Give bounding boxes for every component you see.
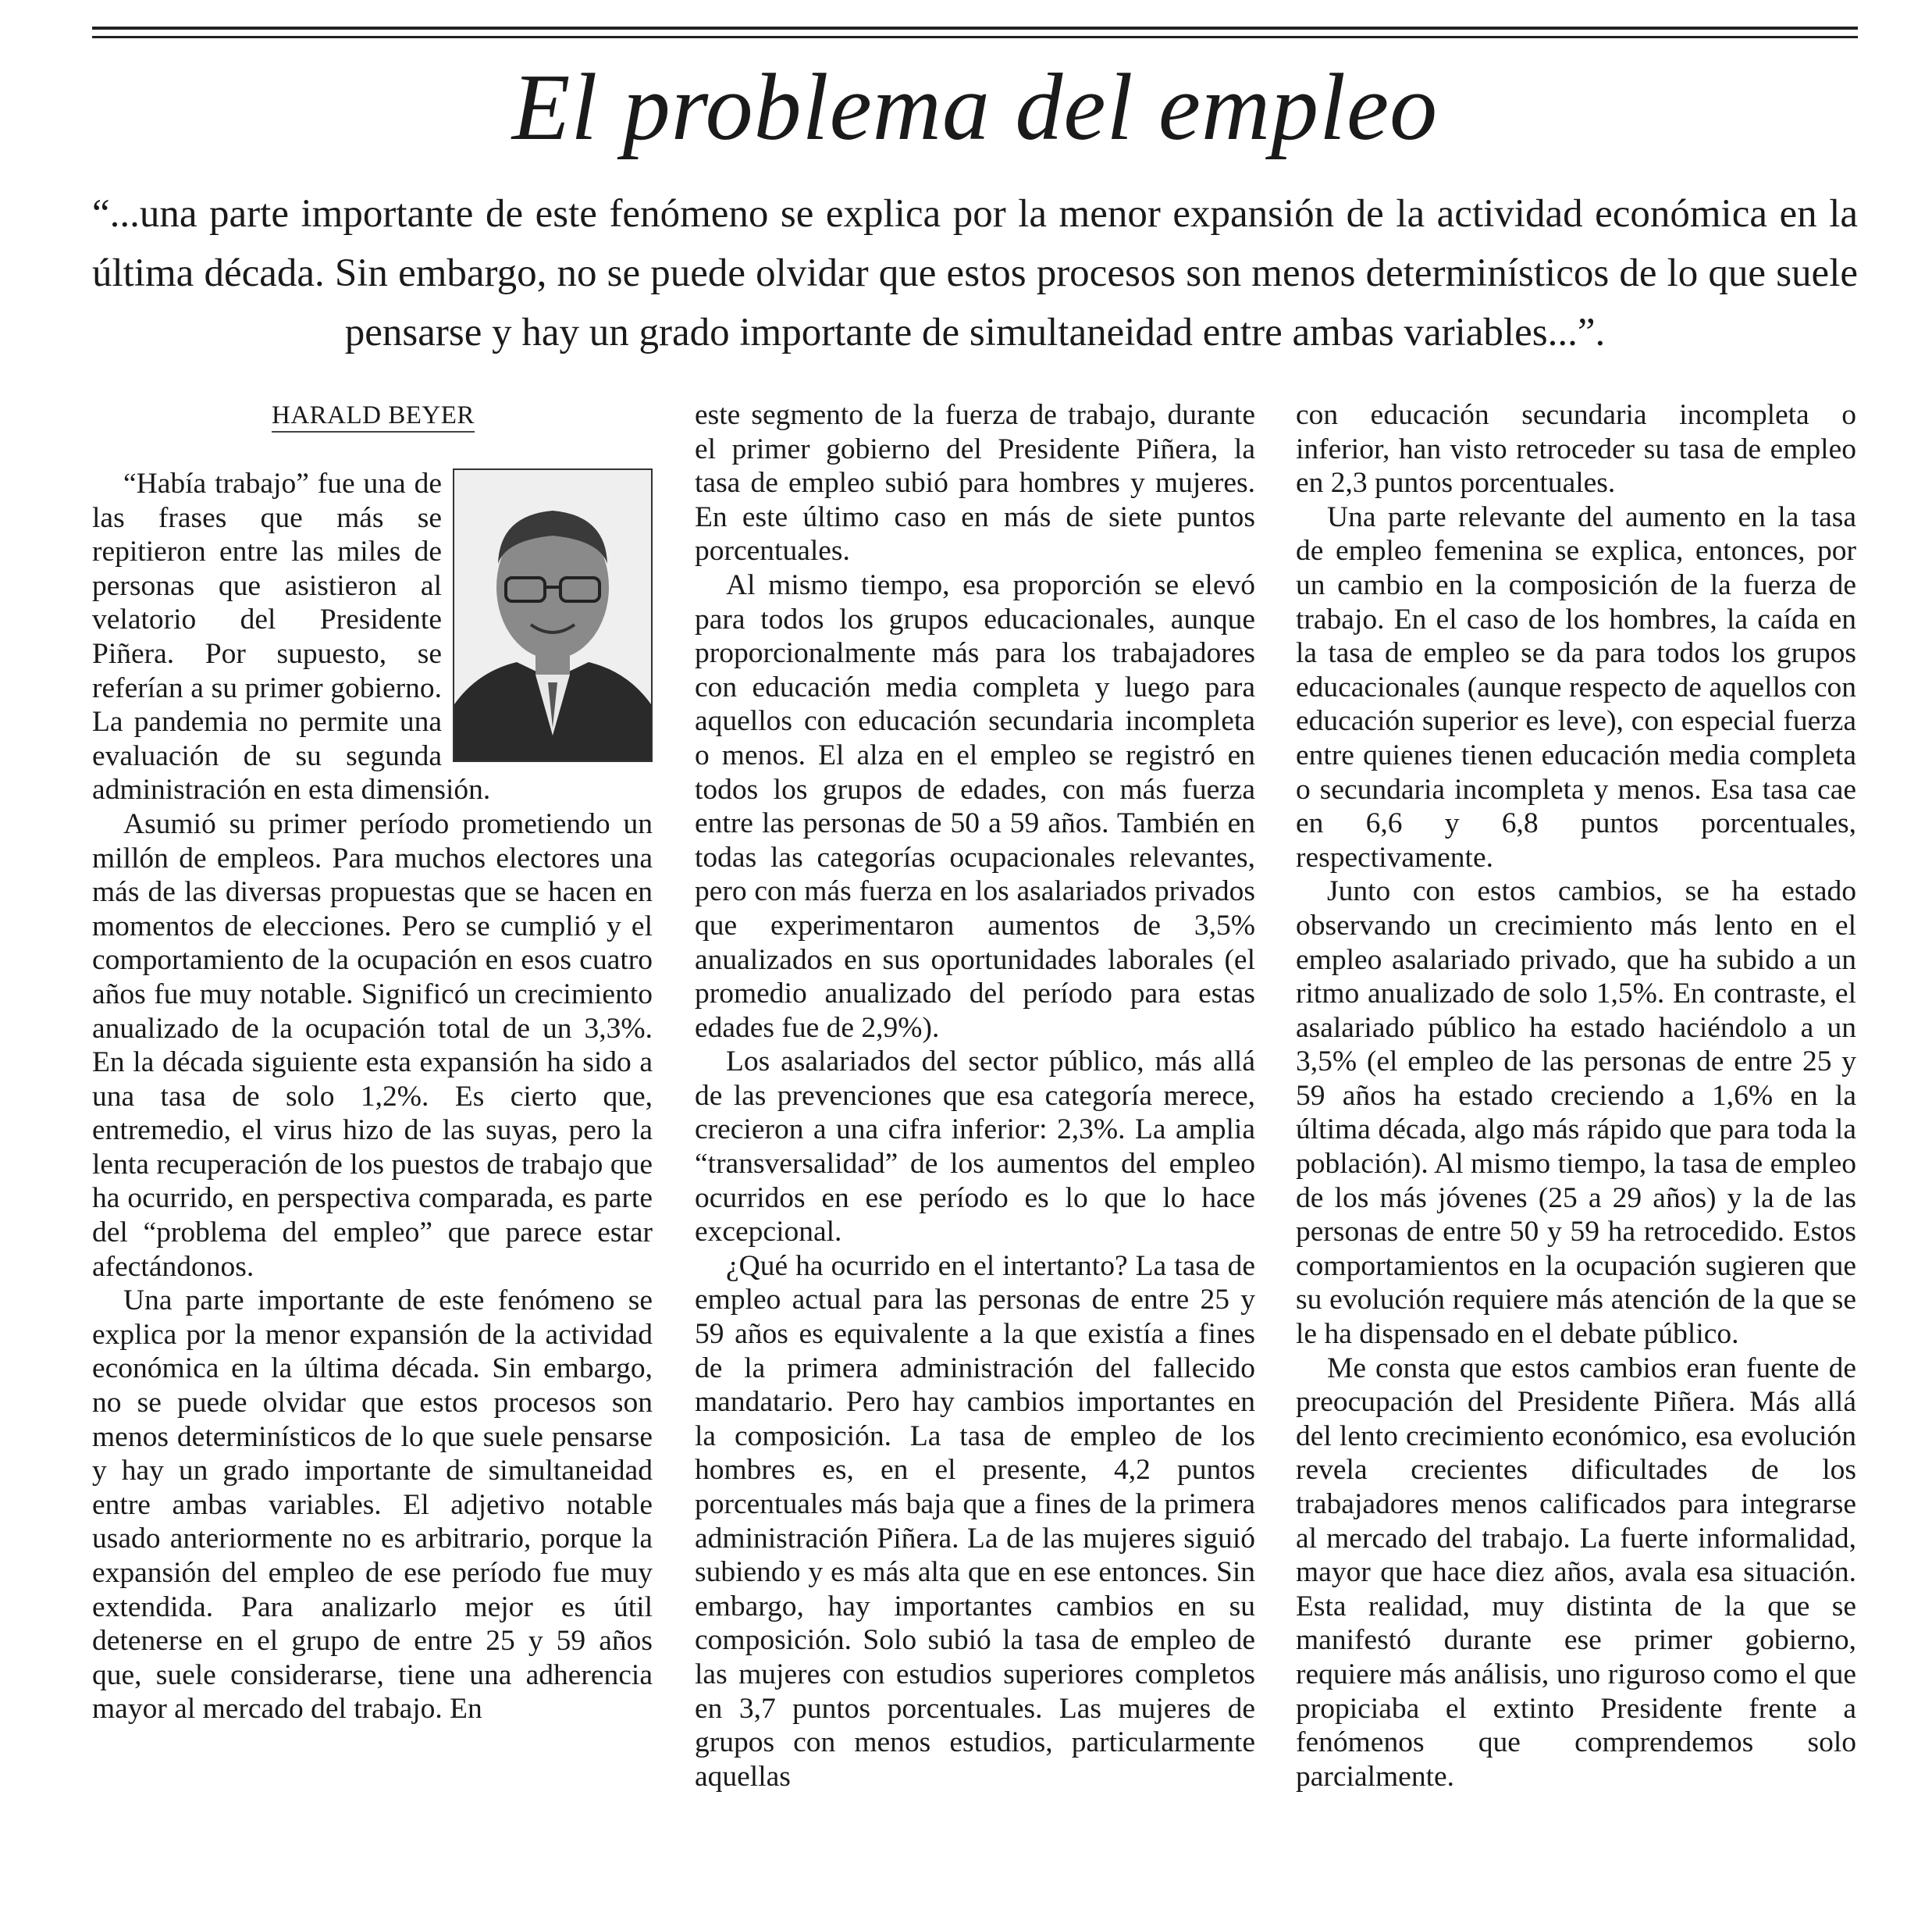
paragraph: Junto con estos cambios, se ha estado observando un crecimiento más lento en el empleo asalariado privado, que ha subido a un ritmo anualizado de solo 1,5%. En contraste, el asalariado público ha estado haciéndolo a un 3,5% (el empleo de las personas de entre 25 y 59 años ha estado creciendo a 1,6% en la última década, algo más rápido que para toda la población). Al mismo tiempo, la tasa de empleo de los más jóvenes (25 a 29 años) y la de las personas de entre 50 y 59 ha retrocedido. Estos comportamientos en la ocupación sugieren que su evolución requiere más atención de la que se le ha dispensado en el debate público. (1296, 875, 1856, 1351)
author-portrait-icon (454, 470, 651, 760)
paragraph: “Había trabajo” fue una de las frases que más se repitieron entre las miles de personas que asistieron al velatorio del Presidente Piñera. Por supuesto, se referían a su primer gobierno. La pandemia no permite una evaluación de su segunda administración en esta dimensión. (92, 468, 491, 807)
paragraph: este segmento de la fuerza de trabajo, durante el primer gobierno del Presidente Piñera, la tasa de empleo subió para hombres y mujeres. En este último caso en más de siete puntos porcentuales. (695, 399, 1255, 568)
paragraph: con educación secundaria incompleta o inferior, han visto retroceder su tasa de empleo en 2,3 puntos porcentuales. (1296, 399, 1856, 500)
article-lede: “...una parte importante de este fenómeno se explica por la menor expansión de la actividad económica en la última década. Sin embargo, no se puede olvidar que estos procesos son menos determinísticos de lo que suele pensarse y hay un grado importante de simultaneidad entre ambas variables...”. (92, 192, 1858, 354)
paragraph: Al mismo tiempo, esa proporción se elevó para todos los grupos educacionales, aunque proporcionalmente más para los trabajadores con educación media completa y luego para aquellos con educación secundaria incompleta o menos. El alza en el empleo se registró en todos los grupos de edades, con más fuerza entre las personas de 50 a 59 años. También en todas las categorías ocupacionales relevantes, pero con más fuerza en los asalariados privados que experimentaron aumentos de 3,5% anualizados en sus oportunidades laborales (el promedio anualizado del período para estas edades fue de 2,9%). (695, 568, 1255, 1044)
article-title: El problema del empleo (511, 55, 1439, 160)
paragraph: Una parte importante de este fenómeno se explica por la menor expansión de la actividad económica en la última década. Sin embargo, no se puede olvidar que estos procesos son menos determinísticos de lo que suele pensarse y hay un grado importante de simultaneidad entre ambas variables. El adjetivo notable usado anteriormente no es arbitrario, porque la expansión del empleo de ese período fue muy extendida. Para analizarlo mejor es útil detenerse en el grupo de entre 25 y 59 años que, suele considerarse, tiene una adherencia mayor al mercado del trabajo. En (92, 1284, 653, 1726)
paragraph: Me consta que estos cambios eran fuente de preocupación del Presidente Piñera. Más allá del lento crecimiento económico, esa evolución revela crecientes dificultades de los trabajadores menos calificados para integrarse al mercado del trabajo. La fuerte informalidad, mayor que hace diez años, avala esa situación. Esta realidad, muy distinta de la que se manifestó durante ese primer gobierno, requiere más análisis, uno riguroso como el que propiciaba el extinto Presidente frente a fenómenos que comprendemos solo parcialmente. (1296, 1352, 1856, 1793)
paragraph: Los asalariados del sector público, más allá de las prevenciones que esa categoría merece, crecieron a una cifra inferior: 2,3%. La amplia “transversalidad” de los aumentos del empleo ocurridos en ese período es lo que lo hace excepcional. (695, 1045, 1255, 1248)
author-name: HARALD BEYER (272, 401, 475, 433)
author-photo (453, 468, 653, 762)
article-column-3 (1296, 398, 1856, 1793)
paragraph: Una parte relevante del aumento en la tasa de empleo femenina se explica, entonces, por un cambio en la composición de la fuerza de trabajo. En el caso de los hombres, la caída en la tasa de empleo se da para todos los grupos educacionales (aunque respecto de aquellos con educación superior es leve), con especial fuerza entre quienes tienen educación media completa o secundaria incompleta y menos. Esa tasa cae en 6,6 y 6,8 puntos porcentuales, respectivamente. (1296, 500, 1856, 874)
header-rule-bottom (92, 36, 1858, 38)
byline (272, 398, 653, 433)
header-rule-top (92, 27, 1858, 30)
paragraph: Asumió su primer período prometiendo un millón de empleos. Para muchos electores una más de las diversas propuestas que se hacen en momentos de elecciones. Pero se cumplió y el comportamiento de la ocupación en esos cuatro años fue muy notable. Significó un crecimiento anualizado de la ocupación total de un 3,3%. En la década siguiente esta expansión ha sido a una tasa de solo 1,2%. Es cierto que, entremedio, el virus hizo de las suyas, pero la lenta recuperación de los puestos de trabajo que ha ocurrido, en perspectiva comparada, es parte del “problema del empleo” que parece estar afectándonos. (92, 807, 653, 1283)
paragraph: ¿Qué ha ocurrido en el intertanto? La tasa de empleo actual para las personas de entre 25 y 59 años es equivalente a la que existía a fines de la primera administración del fallecido mandatario. Pero hay cambios importantes en la composición. La tasa de empleo de los hombres es, en el presente, 4,2 puntos porcentuales más baja que a fines de la primera administración Piñera. La de las mujeres siguió subiendo y es más alta que en ese entonces. Sin embargo, hay importantes cambios en su composición. Solo subió la tasa de empleo de las mujeres con estudios superiores completos en 3,7 puntos porcentuales. Las mujeres de grupos con menos estudios, particularmente aquellas (695, 1249, 1255, 1793)
article-column-1 (92, 398, 653, 1726)
article-column-2 (695, 398, 1255, 1793)
